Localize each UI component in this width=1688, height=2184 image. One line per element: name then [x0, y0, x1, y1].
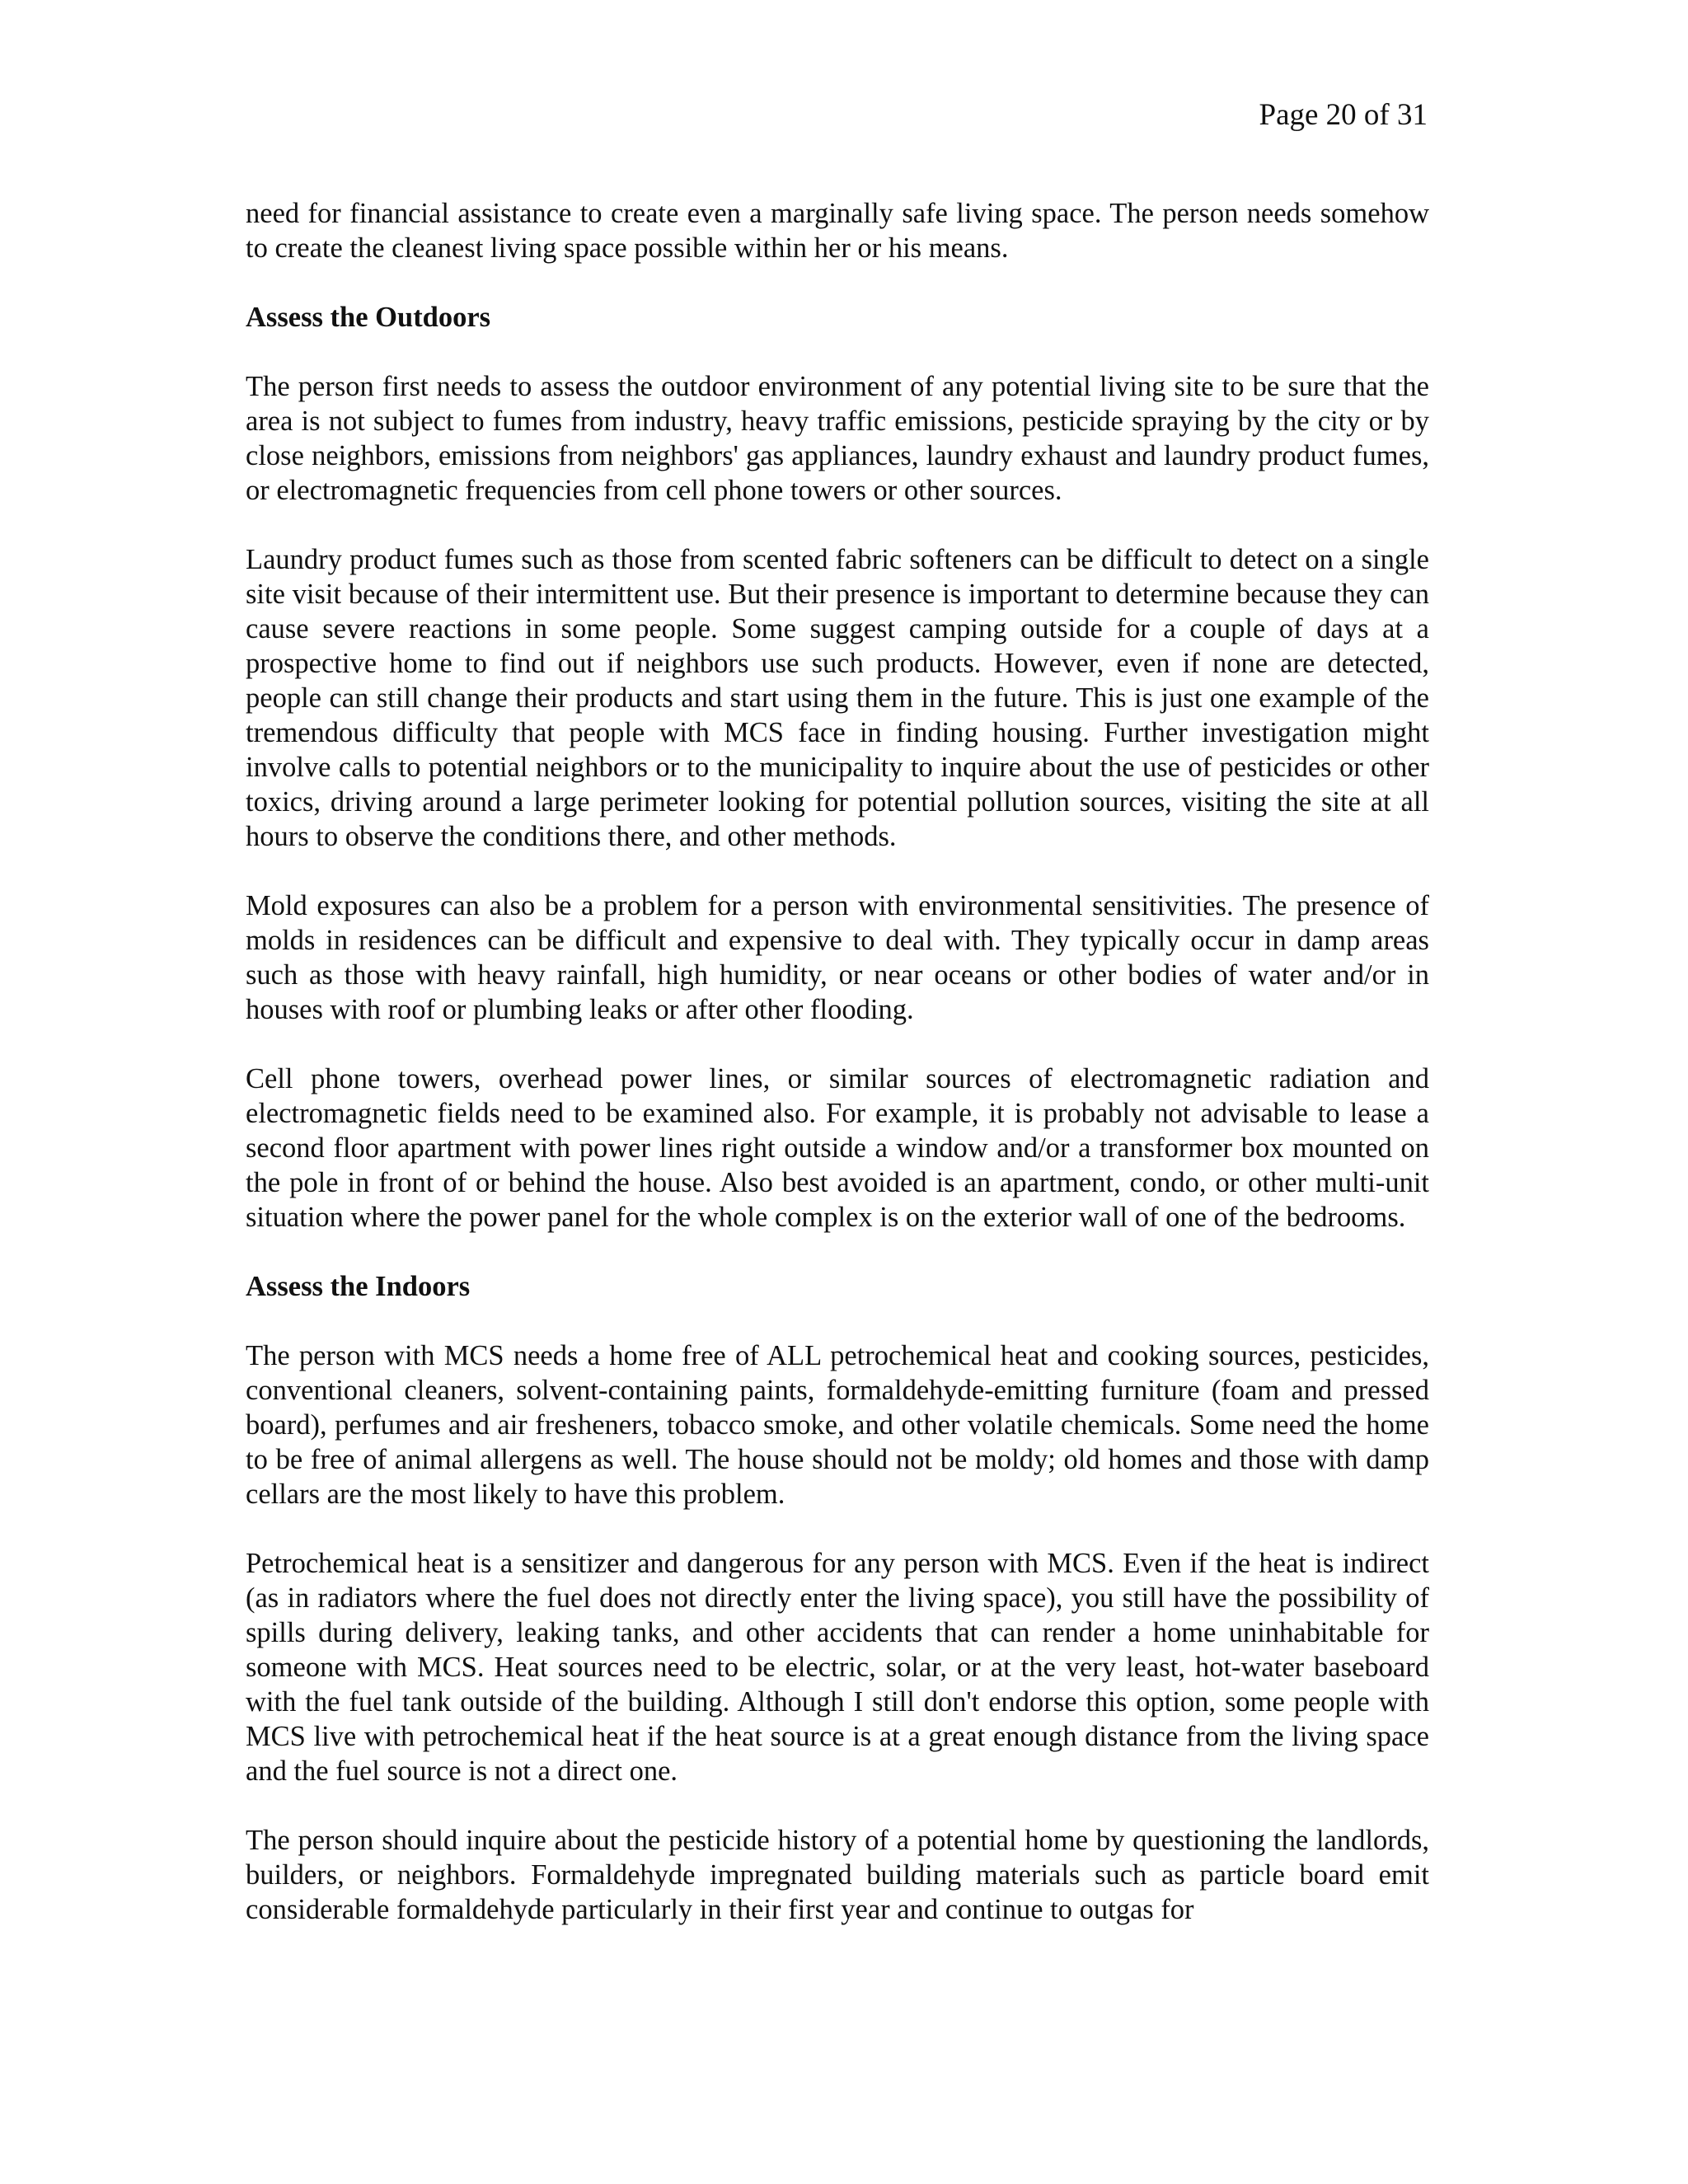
paragraph-electromagnetic: Cell phone towers, overhead power lines, or similar sources of electromagnetic radiation and electromagnetic fields need to be examined also. For example, it is probably not advisable to lease a second floor apartment with power lines right outside a window and/or a transformer box mounted on the pole in front of or behind the house. Also best avoided is an apartment, condo, or other multi-unit situation where the power panel for the whole complex is on the exterior wall of one of the bedrooms.: [246, 1063, 1429, 1233]
document-body: [246, 196, 1429, 1961]
heading-assess-indoors: Assess the Indoors: [246, 1271, 471, 1302]
paragraph-pesticide-history: The person should inquire about the pesticide history of a potential home by questioning the landlords, builders, or neighbors. Formaldehyde impregnated building materials such as particle board emit considerable formaldehyde particularly in their first year and continue to outgas for: [246, 1825, 1429, 1925]
paragraph-petrochemical-heat: Petrochemical heat is a sensitizer and dangerous for any person with MCS. Even if the heat is indirect (as in radiators where the fuel does not directly enter the living space), you still have the possibility of spills during delivery, leaking tanks, and other accidents that can render a home uninhabitable for someone with MCS. Heat sources need to be electric, solar, or at the very least, hot-water baseboard with the fuel tank outside of the building. Although I still don't endorse this option, some people with MCS live with petrochemical heat if the heat source is at a great enough distance from the living space and the fuel source is not a direct one.: [246, 1548, 1429, 1787]
paragraph-financial-assistance: need for financial assistance to create even a marginally safe living space. The person needs somehow to create the cleanest living space possible within her or his means.: [246, 198, 1429, 264]
paragraph-outdoor-environment: The person first needs to assess the outdoor environment of any potential living site to be sure that the area is not subject to fumes from industry, heavy traffic emissions, pesticide spraying by the city or by close neighbors, emissions from neighbors' gas appliances, laundry exhaust and laundry product fumes, or electromagnetic frequencies from cell phone towers or other sources.: [246, 371, 1429, 506]
heading-assess-outdoors: Assess the Outdoors: [246, 302, 491, 333]
paragraph-laundry-fumes: Laundry product fumes such as those from scented fabric softeners can be difficult to detect on a single site visit because of their intermittent use. But their presence is important to determine because they can cause severe reactions in some people. Some suggest camping outside for a couple of days at a prospective home to find out if neighbors use such products. However, even if none are detected, people can still change their products and start using them in the future. This is just one example of the tremendous difficulty that people with MCS face in finding housing. Further investigation might involve calls to potential neighbors or to the municipality to inquire about the use of pesticides or other toxics, driving around a large perimeter looking for potential pollution sources, visiting the site at all hours to observe the conditions there, and other methods.: [246, 544, 1429, 852]
paragraph-mold-exposures: Mold exposures can also be a problem for a person with environmental sensitivities. The presence of molds in residences can be difficult and expensive to deal with. They typically occur in damp areas such as those with heavy rainfall, high humidity, or near oceans or other bodies of water and/or in houses with roof or plumbing leaks or after other flooding.: [246, 890, 1429, 1025]
page-number: Page 20 of 31: [1259, 98, 1428, 132]
paragraph-home-free: The person with MCS needs a home free of ALL petrochemical heat and cooking sources, pesticides, conventional cleaners, solvent-containing paints, formaldehyde-emitting furniture (foam and pressed board), perfumes and air fresheners, tobacco smoke, and other volatile chemicals. Some need the home to be free of animal allergens as well. The house should not be moldy; old homes and those with damp cellars are the most likely to have this problem.: [246, 1340, 1429, 1510]
